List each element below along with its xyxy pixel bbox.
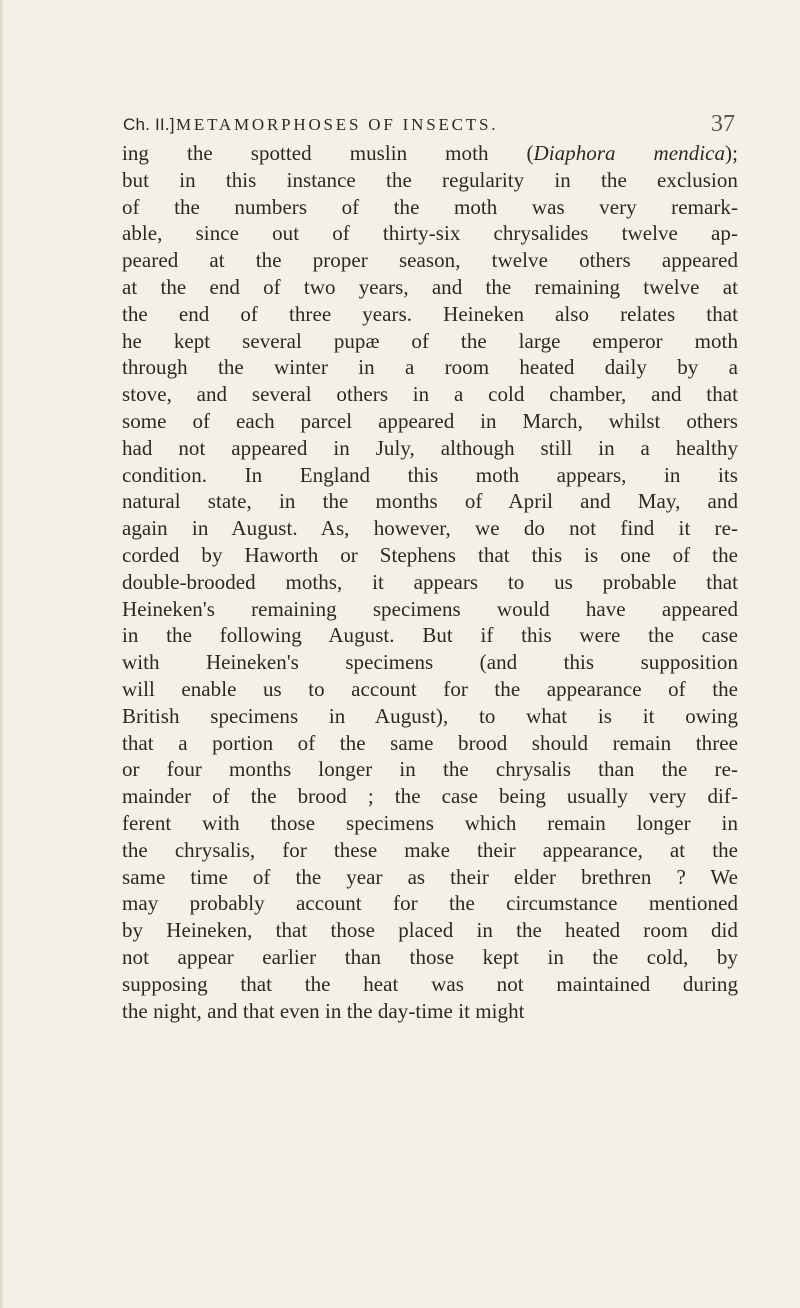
text-line: but in this instance the regularity in the exclusion <box>122 167 738 192</box>
page-number: 37 <box>711 111 735 137</box>
text-line: ferent with those specimens which remain longer in <box>122 810 738 835</box>
text-line: in the following August. But if this were the case <box>122 623 738 648</box>
text-line: able, since out of thirty-six chrysalides twelve ap- <box>122 221 738 246</box>
text-line: may probably account for the circumstance mentioned <box>122 891 738 916</box>
text-line: same time of the year as their elder brethren ? We <box>122 864 738 889</box>
text-line: British specimens in August), to what is it owing <box>122 703 738 728</box>
species-name: Diaphora mendica <box>533 141 726 165</box>
text-line: corded by Haworth or Stephens that this is one of the <box>122 542 738 567</box>
text-line: of the numbers of the moth was very remark- <box>122 194 738 219</box>
text-run: ); <box>725 141 738 165</box>
body-text <box>122 140 738 1024</box>
text-line: peared at the proper season, twelve others appeared <box>122 248 738 273</box>
text-line: again in August. As, however, we do not find it re- <box>122 516 738 541</box>
text-line: stove, and several others in a cold chamber, and that <box>122 382 738 407</box>
text-line: or four months longer in the chrysalis than the re- <box>122 757 738 782</box>
chapter-label: Ch. II.] <box>123 115 175 134</box>
text-line: by Heineken, that those placed in the heated room did <box>122 918 738 943</box>
text-line: with Heineken's specimens (and this supposition <box>122 650 738 675</box>
text-line: the night, and that even in the day-time it might <box>122 998 525 1023</box>
text-line: he kept several pupæ of the large emperor moth <box>122 328 738 353</box>
running-header <box>123 113 735 143</box>
text-line: at the end of two years, and the remaining twelve at <box>122 274 738 299</box>
text-line: had not appeared in July, although still in a healthy <box>122 435 738 460</box>
text-line: supposing that the heat was not maintained during <box>122 971 738 996</box>
text-line: Heineken's remaining specimens would have appeared <box>122 596 738 621</box>
text-line: condition. In England this moth appears, in its <box>122 462 738 487</box>
text-line: that a portion of the same brood should remain three <box>122 730 738 755</box>
text-line: double-brooded moths, it appears to us probable that <box>122 569 738 594</box>
text-run: ing the spotted muslin moth ( <box>122 141 534 165</box>
text-line: some of each parcel appeared in March, whilst others <box>122 408 738 433</box>
text-line: not appear earlier than those kept in the cold, by <box>122 944 738 969</box>
text-line: mainder of the brood ; the case being usually very dif- <box>122 784 738 809</box>
text-line: the chrysalis, for these make their appearance, at the <box>122 837 738 862</box>
text-line: the end of three years. Heineken also relates that <box>122 301 738 326</box>
running-title: METAMORPHOSES OF INSECTS. <box>176 115 499 134</box>
text-line: natural state, in the months of April and May, and <box>122 489 738 514</box>
text-line <box>122 140 738 167</box>
text-line: will enable us to account for the appearance of the <box>122 676 738 701</box>
text-line: through the winter in a room heated daily by a <box>122 355 738 380</box>
